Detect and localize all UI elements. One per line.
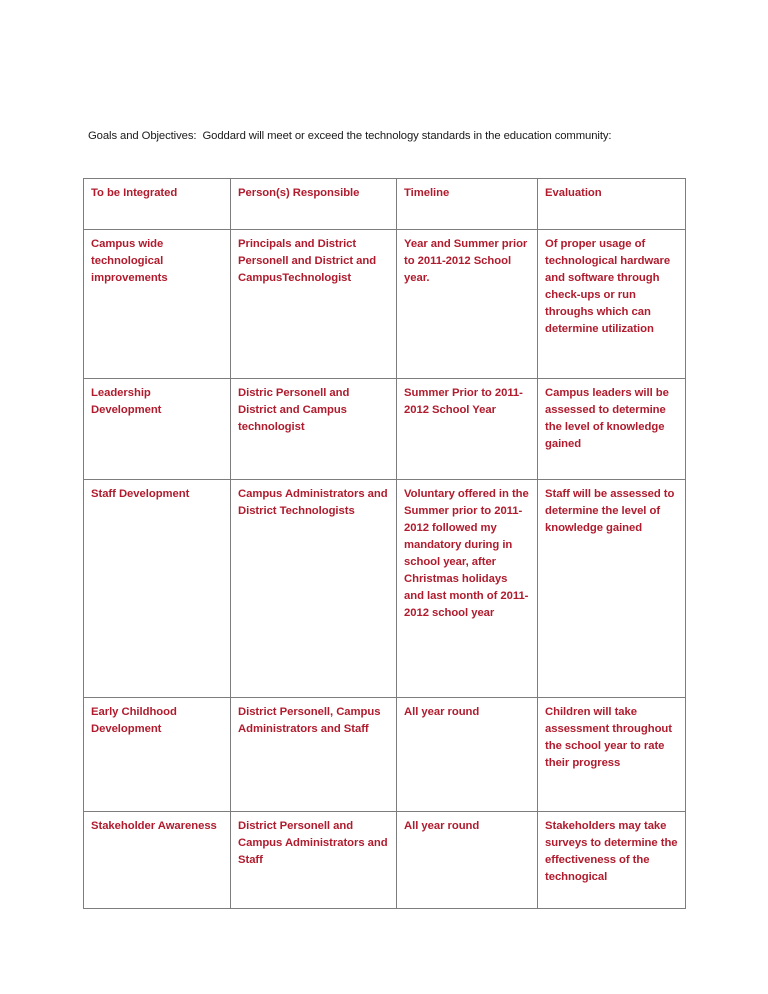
cell-text: All year round <box>404 706 480 718</box>
cell-text: Campus Administrators and District Technologists <box>238 488 388 517</box>
header-cell-to-be-integrated <box>84 179 231 230</box>
cell-text: Voluntary offered in the Summer prior to 2011-2012 followed my mandatory during in school year, after Christmas holidays and last month of 2011-2012 school year <box>404 488 529 619</box>
cell-text: All year round <box>404 820 480 832</box>
cell-text: Campus wide technological improvements <box>91 238 168 284</box>
cell-timeline <box>397 379 538 480</box>
table-row <box>84 480 686 698</box>
cell-persons-responsible <box>231 480 397 698</box>
cell-text: District Personell and Campus Administrators and Staff <box>238 820 388 866</box>
header-label: To be Integrated <box>91 187 178 199</box>
table-row <box>84 379 686 480</box>
header-cell-persons-responsible <box>231 179 397 230</box>
cell-text: Stakeholder Awareness <box>91 820 217 832</box>
cell-evaluation <box>538 379 686 480</box>
cell-timeline <box>397 698 538 812</box>
header-cell-evaluation <box>538 179 686 230</box>
goals-and-objectives-table <box>83 178 686 909</box>
cell-text: Campus leaders will be assessed to determine the level of knowledge gained <box>545 387 669 450</box>
header-label: Timeline <box>404 187 450 199</box>
intro-paragraph: Goals and Objectives: Goddard will meet or exceed the technology standards in the education community: <box>88 130 612 143</box>
cell-text: Summer Prior to 2011-2012 School Year <box>404 387 523 416</box>
header-cell-timeline <box>397 179 538 230</box>
table-row <box>84 230 686 379</box>
cell-text: Principals and District Personell and District and CampusTechnologist <box>238 238 377 284</box>
table-header-row <box>84 179 686 230</box>
cell-text: Staff will be assessed to determine the level of knowledge gained <box>545 488 675 534</box>
cell-to-be-integrated <box>84 698 231 812</box>
cell-to-be-integrated <box>84 230 231 379</box>
header-label: Person(s) Responsible <box>238 187 360 199</box>
cell-text: Leadership Development <box>91 387 162 416</box>
cell-text: Stakeholders may take surveys to determine the effectiveness of the technogical <box>545 820 678 883</box>
cell-timeline <box>397 230 538 379</box>
cell-text: District Personell, Campus Administrators and Staff <box>238 706 381 735</box>
cell-text: Of proper usage of technological hardware and software through check-ups or run throughs which can determine utilization <box>545 238 671 335</box>
cell-text: Early Childhood Development <box>91 706 177 735</box>
cell-to-be-integrated <box>84 480 231 698</box>
cell-timeline <box>397 812 538 909</box>
cell-evaluation <box>538 230 686 379</box>
cell-persons-responsible <box>231 698 397 812</box>
cell-text: Year and Summer prior to 2011-2012 School year. <box>404 238 528 284</box>
header-label: Evaluation <box>545 187 602 199</box>
cell-timeline <box>397 480 538 698</box>
cell-persons-responsible <box>231 812 397 909</box>
table-row <box>84 812 686 909</box>
cell-persons-responsible <box>231 379 397 480</box>
cell-to-be-integrated <box>84 379 231 480</box>
table-row <box>84 698 686 812</box>
cell-text: Children will take assessment throughout the school year to rate their progress <box>545 706 673 769</box>
cell-evaluation <box>538 812 686 909</box>
cell-text: Distric Personell and District and Campus technologist <box>238 387 350 433</box>
cell-evaluation <box>538 480 686 698</box>
cell-evaluation <box>538 698 686 812</box>
cell-to-be-integrated <box>84 812 231 909</box>
cell-persons-responsible <box>231 230 397 379</box>
cell-text: Staff Development <box>91 488 190 500</box>
